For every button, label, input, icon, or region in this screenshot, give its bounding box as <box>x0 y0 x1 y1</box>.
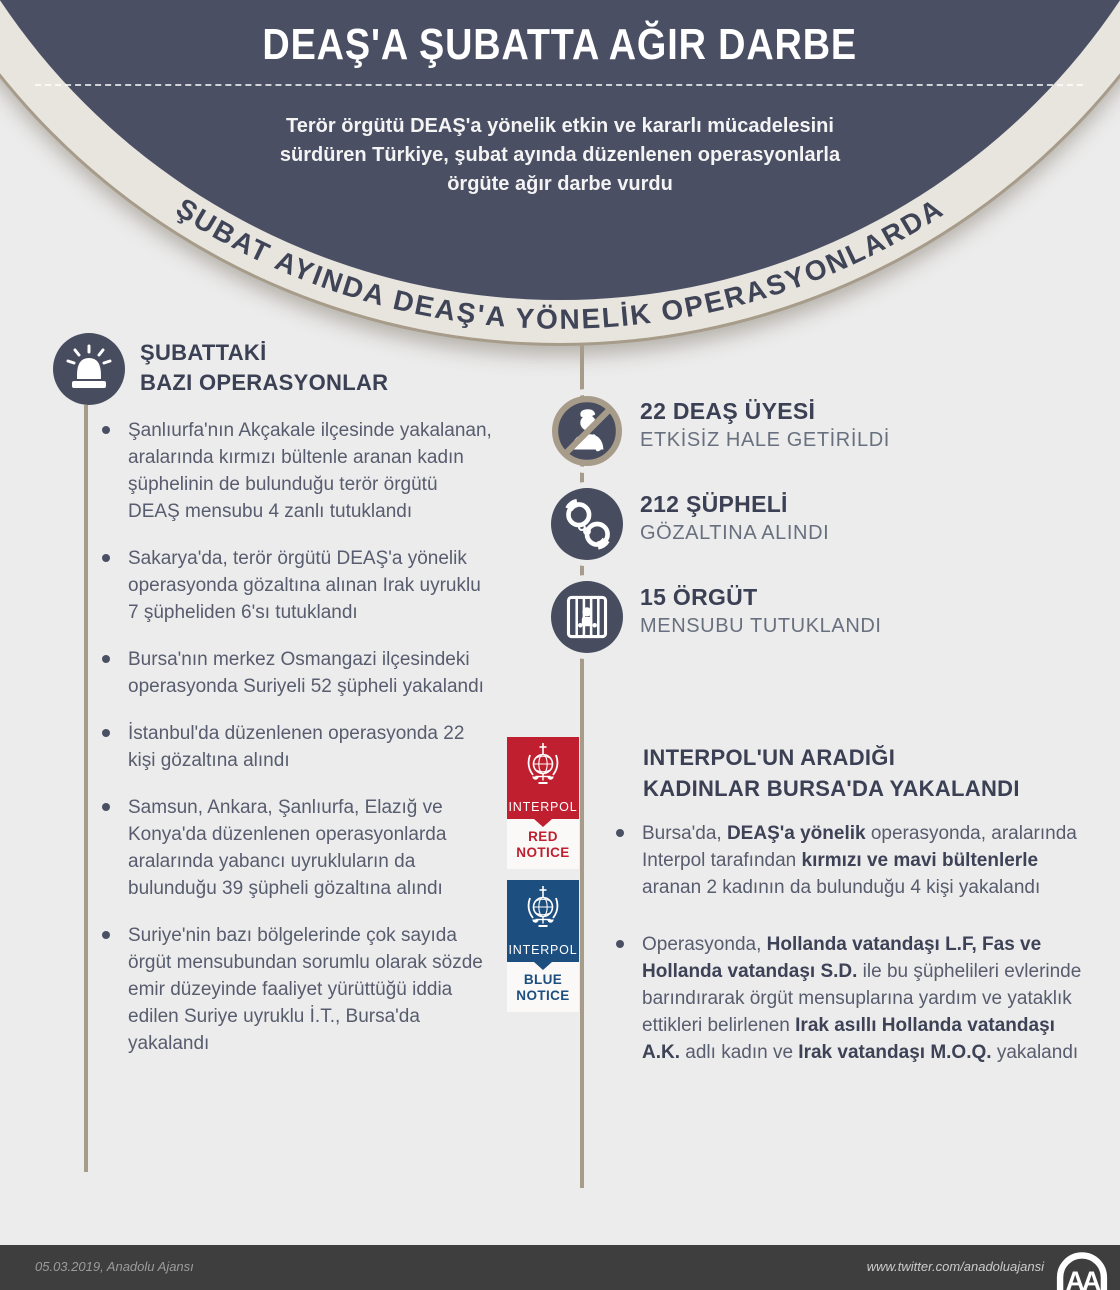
prison-icon <box>551 581 623 653</box>
stat-value: 22 DEAŞ ÜYESİ <box>640 398 816 424</box>
list-item: Suriye'nin bazı bölgelerinde çok sayıda örgüt mensubundan sorumlu olarak sözde emir düzeyinde faaliyet yürüttüğü iddia edilen Suriye uyruklu İ.T., Bursa'da yakalandı <box>102 922 494 1057</box>
stat-row <box>551 581 882 653</box>
list-item: Sakarya'da, terör örgütü DEAŞ'a yönelik operasyonda gözaltına alınan Irak uyruklu 7 şüpheliden 6'sı tutuklandı <box>102 545 494 626</box>
footer-date-source: 05.03.2019, Anadolu Ajansı <box>35 1259 194 1274</box>
list-item: Bursa'nın merkez Osmangazi ilçesindeki operasyonda Suriyeli 52 şüpheli yakalandı <box>102 646 494 700</box>
bullet-dot <box>102 922 128 1057</box>
badge-pointer <box>534 962 552 970</box>
bullet-dot <box>616 931 642 1066</box>
bullet-dot <box>102 720 128 774</box>
stat-desc: GÖZALTINA ALINDI <box>640 522 830 544</box>
stat-value: 15 ÖRGÜT <box>640 584 758 610</box>
bullet-dot <box>102 417 128 525</box>
left-bullet-list <box>102 417 494 1077</box>
list-item: Bursa'da, DEAŞ'a yönelik operasyonda, aralarında Interpol tarafından kırmızı ve mavi bültenlerle aranan 2 kadının da bulunduğu 4 kişi yakalandı <box>616 820 1084 901</box>
siren-icon-glyph <box>54 334 124 404</box>
interpol-blue-notice-badge <box>507 880 579 1012</box>
bullet-dot <box>102 794 128 902</box>
footer-twitter-url: www.twitter.com/anadoluajansi <box>866 1259 1044 1274</box>
banned-militant-icon-glyph <box>551 395 623 467</box>
stat-text <box>640 581 882 641</box>
interpol-red-notice-badge <box>507 737 579 869</box>
badge-pointer <box>534 819 552 827</box>
interpol-section-heading: INTERPOL'UN ARADIĞI KADINLAR BURSA'DA YAKALANDI <box>643 745 1020 801</box>
interpol-blue-box <box>507 880 579 962</box>
stat-row <box>551 395 890 467</box>
stat-desc: ETKİSİZ HALE GETİRİLDİ <box>640 429 890 451</box>
subtitle-line: sürdüren Türkiye, şubat ayında düzenlenen operasyonlarla <box>279 144 841 166</box>
bullet-dot <box>102 646 128 700</box>
footer-bar <box>0 1245 1120 1290</box>
interpol-org-label: INTERPOL <box>508 800 578 814</box>
page-title-text: DEAŞ'A ŞUBATTA AĞIR DARBE <box>262 20 858 69</box>
stat-row <box>551 488 829 560</box>
interpol-emblem-icon <box>525 742 561 788</box>
interpol-bullet-list <box>616 820 1084 1096</box>
left-guide-line <box>84 405 88 1172</box>
list-item: Samsun, Ankara, Şanlıurfa, Elazığ ve Konya'da düzenlenen operasyonlarda aralarında yabancı uyrukluların da bulunduğu 39 şüpheli gözaltına alındı <box>102 794 494 902</box>
handcuffs-icon <box>551 488 623 560</box>
interpol-emblem-icon <box>525 885 561 931</box>
stat-text <box>640 488 829 548</box>
list-item: Operasyonda, Hollanda vatandaşı L.F, Fas ve Hollanda vatandaşı S.D. ile bu şüphelileri evlerinde barındırarak örgüt mensuplarına yardım ve yataklık ettikleri belirlenen Irak asıllı Hollanda vatandaşı A.K. adlı kadın ve Irak vatandaşı M.O.Q. yakalandı <box>616 931 1084 1066</box>
interpol-red-box <box>507 737 579 819</box>
subtitle-line: örgüte ağır darbe vurdu <box>447 173 673 195</box>
bullet-dot <box>102 545 128 626</box>
arc-banner-text: ŞUBAT AYINDA DEAŞ'A YÖNELİK OPERASYONLARDA <box>170 192 950 335</box>
list-item: Şanlıurfa'nın Akçakale ilçesinde yakalanan, aralarında kırmızı bültenle aranan kadın şüphelinin de bulunduğu terör örgütü DEAŞ mensubu 4 zanlı tutuklandı <box>102 417 494 525</box>
list-item: İstanbul'da düzenlenen operasyonda 22 kişi gözaltına alındı <box>102 720 494 774</box>
prison-icon-glyph <box>551 581 623 653</box>
stat-desc: MENSUBU TUTUKLANDI <box>640 615 882 637</box>
banned-militant-icon <box>551 395 623 467</box>
anadolu-agency-logo-text: AA <box>1065 1266 1099 1290</box>
subtitle-line: Terör örgütü DEAŞ'a yönelik etkin ve kararlı mücadelesini <box>286 115 834 137</box>
siren-icon <box>53 333 125 405</box>
center-guide-line <box>580 343 584 1188</box>
red-notice-label: RED NOTICE <box>507 819 579 869</box>
handcuffs-icon-glyph <box>551 488 623 560</box>
stat-text <box>640 395 890 455</box>
bullet-dot <box>616 820 642 901</box>
blue-notice-label: BLUE NOTICE <box>507 962 579 1012</box>
left-section-heading: ŞUBATTAKİ BAZI OPERASYONLAR <box>140 340 389 395</box>
anadolu-agency-logo <box>1054 1250 1110 1290</box>
interpol-org-label: INTERPOL <box>508 943 578 957</box>
stat-value: 212 ŞÜPHELİ <box>640 491 788 517</box>
